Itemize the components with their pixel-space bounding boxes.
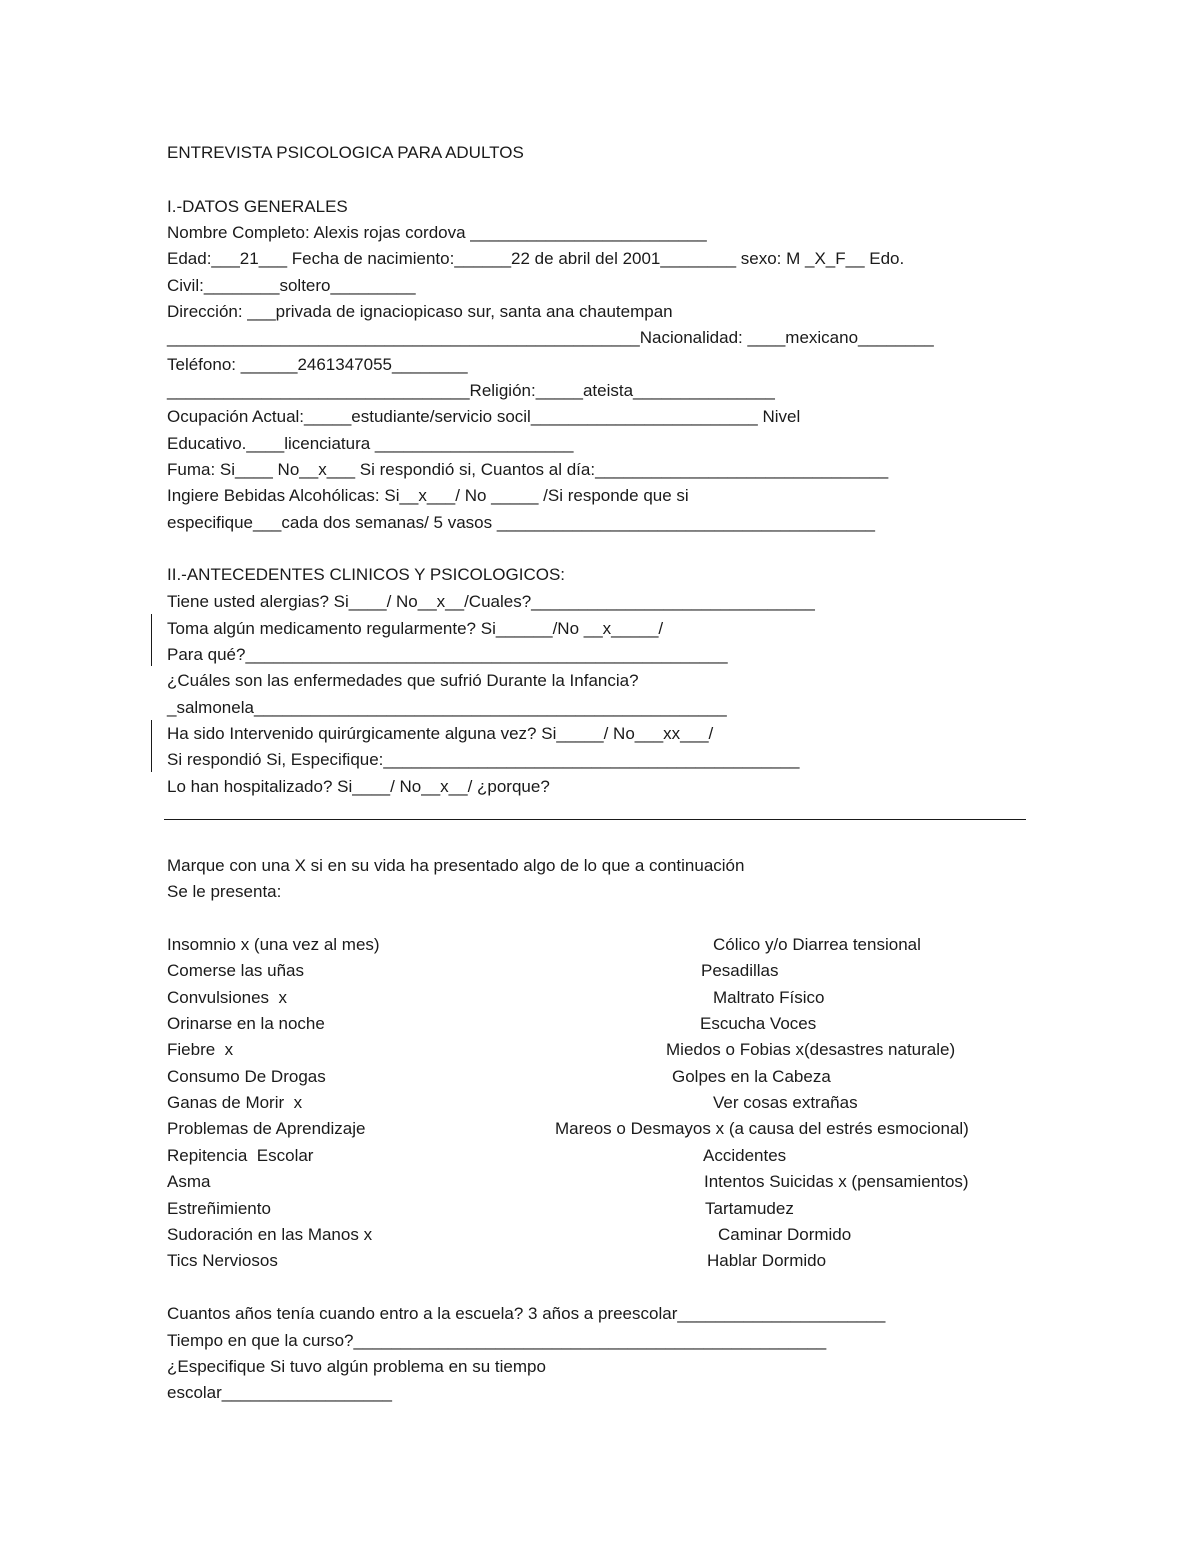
checklist-item-right: Maltrato Físico — [713, 988, 825, 1007]
field-edad-escuela: Cuantos años tenía cuando entro a la escuela? 3 años a preescolar______________________ — [167, 1304, 886, 1323]
field-cirugia: Ha sido Intervenido quirúrgicamente alguna vez? Si_____/ No___xx___/ — [167, 724, 714, 743]
field-edad-fecha-sexo: Edad:___21___ Fecha de nacimiento:______22 de abril del 2001________ sexo: M _X_F__ Edo. — [167, 249, 905, 268]
checklist-item-right: Mareos o Desmayos x (a causa del estrés esmocional) — [555, 1119, 969, 1138]
change-bar — [151, 720, 152, 772]
change-bar — [151, 614, 152, 666]
checklist-item-right: Golpes en la Cabeza — [672, 1067, 831, 1086]
checklist-item-left: Sudoración en las Manos x — [167, 1225, 373, 1244]
checklist-item-left: Problemas de Aprendizaje — [167, 1119, 366, 1138]
field-civil: Civil:________soltero_________ — [167, 276, 416, 295]
section-1-heading: I.-DATOS GENERALES — [167, 197, 348, 216]
checklist-item-right: Ver cosas extrañas — [713, 1093, 858, 1112]
checklist-item-right: Miedos o Fobias x(desastres naturale) — [666, 1040, 956, 1059]
field-medicamento: Toma algún medicamento regularmente? Si______/No __x_____/ — [167, 619, 664, 638]
checklist-intro: Marque con una X si en su vida ha presentado algo de lo que a continuación — [167, 856, 745, 875]
checklist-item-right: Hablar Dormido — [707, 1251, 827, 1270]
checklist-item-left: Fiebre x — [167, 1040, 234, 1059]
checklist-item-left: Asma — [167, 1172, 211, 1191]
checklist-item-left: Convulsiones x — [167, 988, 288, 1007]
field-bebidas: Ingiere Bebidas Alcohólicas: Si__x___/ No _____ /Si responde que si — [167, 486, 689, 505]
checklist-item-left: Insomnio x (una vez al mes) — [167, 935, 380, 954]
field-tiempo-curso: Tiempo en que la curso?__________________________________________________ — [167, 1331, 827, 1350]
field-bebidas-especifique: especifique___cada dos semanas/ 5 vasos ________________________________________ — [167, 513, 876, 532]
field-ocupacion: Ocupación Actual:_____estudiante/servicio socil________________________ Nivel — [167, 407, 801, 426]
checklist-item-left: Consumo De Drogas — [167, 1067, 326, 1086]
checklist-item-right: Tartamudez — [705, 1199, 794, 1218]
checklist-item-left: Tics Nerviosos — [167, 1251, 278, 1270]
field-enfermedades-respuesta: _salmonela__________________________________________________ — [167, 698, 727, 717]
field-hospitalizado: Lo han hospitalizado? Si____/ No__x__/ ¿porque? — [167, 777, 550, 796]
horizontal-rule — [164, 819, 1026, 820]
checklist-item-left: Ganas de Morir x — [167, 1093, 303, 1112]
field-nombre: Nombre Completo: Alexis rojas cordova _________________________ — [167, 223, 707, 242]
checklist-item-left: Estreñimiento — [167, 1199, 271, 1218]
field-nacionalidad: __________________________________________________Nacionalidad: ____mexicano________ — [167, 328, 934, 347]
field-problema-escolar: ¿Especifique Si tuvo algún problema en su tiempo — [167, 1357, 546, 1376]
checklist-item-right: Pesadillas — [701, 961, 779, 980]
checklist-item-left: Orinarse en la noche — [167, 1014, 325, 1033]
checklist-item-right: Caminar Dormido — [718, 1225, 852, 1244]
field-para-que: Para qué?___________________________________________________ — [167, 645, 728, 664]
field-alergias: Tiene usted alergias? Si____/ No__x__/Cuales?______________________________ — [167, 592, 815, 611]
checklist-item-left: Repitencia Escolar — [167, 1146, 314, 1165]
document-title: ENTREVISTA PSICOLOGICA PARA ADULTOS — [167, 143, 524, 162]
checklist-intro-continued: Se le presenta: — [167, 882, 282, 901]
field-telefono: Teléfono: ______2461347055________ — [167, 355, 468, 374]
section-2-heading: II.-ANTECEDENTES CLINICOS Y PSICOLOGICOS: — [167, 565, 566, 584]
checklist-item-right: Escucha Voces — [700, 1014, 817, 1033]
field-escolar: escolar__________________ — [167, 1383, 392, 1402]
field-fuma: Fuma: Si____ No__x___ Si respondió si, Cuantos al día:_______________________________ — [167, 460, 889, 479]
field-enfermedades: ¿Cuáles son las enfermedades que sufrió Durante la Infancia? — [167, 671, 639, 690]
field-direccion: Dirección: ___privada de ignaciopicaso sur, santa ana chautempan — [167, 302, 673, 321]
checklist-item-right: Intentos Suicidas x (pensamientos) — [704, 1172, 969, 1191]
field-nivel-educativo: Educativo.____licenciatura _____________________ — [167, 434, 574, 453]
field-religion: ________________________________Religión:_____ateista_______________ — [167, 381, 775, 400]
checklist-item-right: Accidentes — [703, 1146, 787, 1165]
field-cirugia-especifique: Si respondió Si, Especifique:____________________________________________ — [167, 750, 800, 769]
checklist-item-right: Cólico y/o Diarrea tensional — [713, 935, 921, 954]
checklist-item-left: Comerse las uñas — [167, 961, 305, 980]
